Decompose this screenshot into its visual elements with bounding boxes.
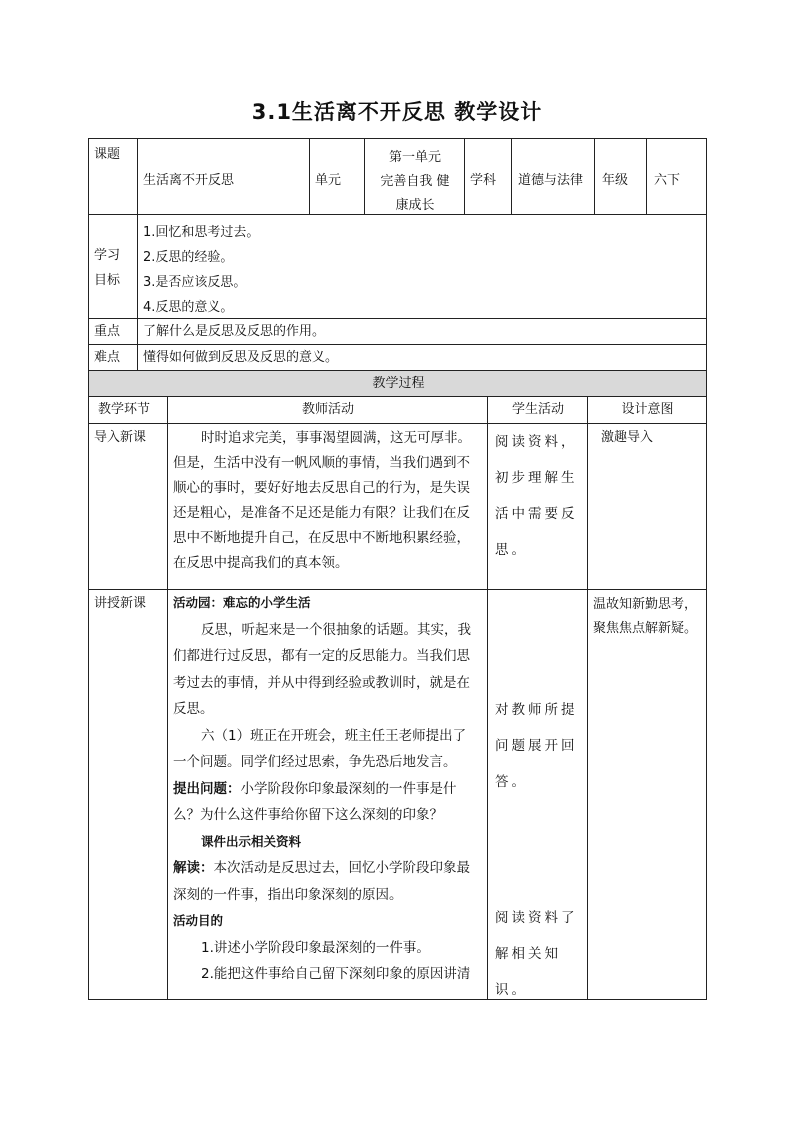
- topic-value: 生活离不开反思: [143, 173, 235, 188]
- subject-label: 学科: [470, 173, 497, 188]
- document-title: 3.1生活离不开反思 教学设计: [251, 100, 543, 124]
- goals-label-cell: [88, 215, 138, 319]
- new-student-cell: [488, 590, 588, 1000]
- column-header-intent: [588, 397, 707, 424]
- purpose-item: 1.讲述小学阶段印象最深刻的一件事。: [201, 939, 430, 956]
- new-intent-line: 聚焦焦点解新疑。: [593, 621, 698, 636]
- intro-teacher-line: 但是，生活中没有一帆风顺的事情，当我们遇到不: [173, 455, 470, 471]
- key-cell: [138, 319, 707, 345]
- intro-intent: 激趣导入: [601, 430, 654, 445]
- grade-value: 六下: [654, 173, 681, 188]
- difficult-cell: [138, 345, 707, 371]
- topic-label: 课题: [94, 147, 121, 162]
- intro-stage: 导入新课: [94, 430, 147, 445]
- new-p2-line: 六（1）班正在开班会，班主任王老师提出了: [201, 727, 467, 744]
- new-student-line: 答。: [495, 774, 528, 790]
- new-student-line: 解相关知识。: [495, 946, 561, 998]
- column-header-text: 教学环节: [98, 402, 151, 417]
- intro-teacher-line: 思中不断地提升自己，在反思中不断地积累经验，: [173, 530, 470, 546]
- column-header-teacher: [168, 397, 488, 424]
- new-student-line: 问题展开回: [495, 738, 578, 754]
- column-header-student: [488, 397, 588, 424]
- new-intent-line: 温故知新勤思考，: [593, 597, 698, 612]
- intro-student-line: 阅读资料，: [495, 434, 578, 450]
- question-line-2: 么？为什么这件事给你留下这么深刻的印象？: [173, 807, 443, 823]
- explain-text: 本次活动是反思过去，回忆小学阶段印象最: [213, 860, 470, 876]
- difficult-text: 懂得如何做到反思及反思的意义。: [143, 350, 339, 365]
- unit-line: 完善自我 健: [380, 174, 450, 189]
- purpose-item: 2.能把这件事给自己留下深刻印象的原因讲清: [201, 966, 471, 982]
- new-p1-line: 考过去的事情，并从中得到经验或教训时，就是在: [173, 674, 470, 691]
- process-header: 教学过程: [372, 376, 425, 391]
- column-header-text: 学生活动: [511, 402, 564, 417]
- goals-label-line: 学习: [94, 248, 121, 263]
- unit-line: 第一单元: [388, 150, 441, 165]
- topic-label-cell: [88, 138, 138, 215]
- goal-item: 4.反思的意义。: [143, 300, 234, 315]
- new-p1-line: 反思，听起来是一个很抽象的话题。其实，我: [201, 621, 471, 638]
- new-student-line: 对教师所提: [495, 702, 578, 718]
- key-label-cell: [88, 319, 138, 345]
- new-stage-cell: [88, 590, 168, 1000]
- intro-student-cell: [488, 424, 588, 590]
- intro-teacher-line: 还是粗心，是准备不足还是能力有限？让我们在反: [173, 505, 470, 521]
- grade-label: 年级: [602, 173, 629, 188]
- intro-stage-cell: [88, 424, 168, 590]
- goal-item: 2.反思的经验。: [143, 250, 234, 265]
- activity-heading: 活动园：难忘的小学生活: [173, 595, 311, 610]
- goals-cell: [138, 215, 707, 319]
- question-line: [173, 776, 485, 803]
- topic-cell: [138, 138, 310, 215]
- explain-line: [173, 855, 485, 882]
- column-header-text: 教师活动: [301, 402, 354, 417]
- new-intent-cell: [588, 590, 707, 1000]
- goals-label-line: 目标: [94, 273, 121, 288]
- new-p2-line: 一个问题。同学们经过思索，争先恐后地发言。: [173, 754, 457, 770]
- unit-value-cell: [365, 138, 465, 215]
- goal-item: 3.是否应该反思。: [143, 275, 247, 290]
- explain-line-2: 深刻的一件事，指出印象深刻的原因。: [173, 886, 403, 903]
- subject-value: 道德与法律: [518, 173, 584, 188]
- goal-item: 1.回忆和思考过去。: [143, 225, 260, 240]
- new-student-line: 阅读资料了: [495, 910, 578, 926]
- explain-label: 解读：: [173, 860, 214, 876]
- intro-teacher-cell: [168, 424, 488, 590]
- intro-teacher-line: 在反思中提高我们的真本领。: [173, 555, 349, 571]
- unit-label: 单元: [315, 173, 342, 188]
- intro-student-line: 活中需要反: [495, 506, 578, 522]
- process-header-cell: [88, 371, 707, 397]
- key-label: 重点: [94, 324, 121, 339]
- difficult-label: 难点: [94, 350, 121, 365]
- new-teacher-cell: [168, 590, 488, 1000]
- intro-teacher-line: 时时追求完美，事事渴望圆满，这无可厚非。: [201, 430, 471, 446]
- new-p1-line: 们都进行过反思，都有一定的反思能力。当我们思: [173, 648, 470, 664]
- intro-student-line: 思。: [495, 542, 528, 558]
- subject-value-cell: [512, 138, 595, 215]
- unit-label-cell: [310, 138, 365, 215]
- courseware-note: 课件出示相关资料: [201, 833, 302, 849]
- purpose-label: 活动目的: [173, 913, 224, 928]
- new-p1-line: 反思。: [173, 701, 214, 717]
- subject-label-cell: [465, 138, 512, 215]
- intro-teacher-line: 顺心的事时，要好好地去反思自己的行为，是失误: [173, 480, 470, 496]
- new-stage: 讲授新课: [94, 596, 147, 611]
- difficult-label-cell: [88, 345, 138, 371]
- grade-value-cell: [647, 138, 707, 215]
- grade-label-cell: [595, 138, 647, 215]
- column-header-stage: [88, 397, 168, 424]
- intro-student-line: 初步理解生: [495, 470, 578, 486]
- key-text: 了解什么是反思及反思的作用。: [143, 324, 326, 339]
- intro-intent-cell: [588, 424, 707, 590]
- question-label: 提出问题：: [173, 780, 241, 797]
- unit-value: [365, 146, 465, 218]
- unit-line: 康成长: [395, 198, 435, 213]
- question-text: 小学阶段你印象最深刻的一件事是什: [240, 780, 457, 797]
- column-header-text: 设计意图: [621, 402, 674, 417]
